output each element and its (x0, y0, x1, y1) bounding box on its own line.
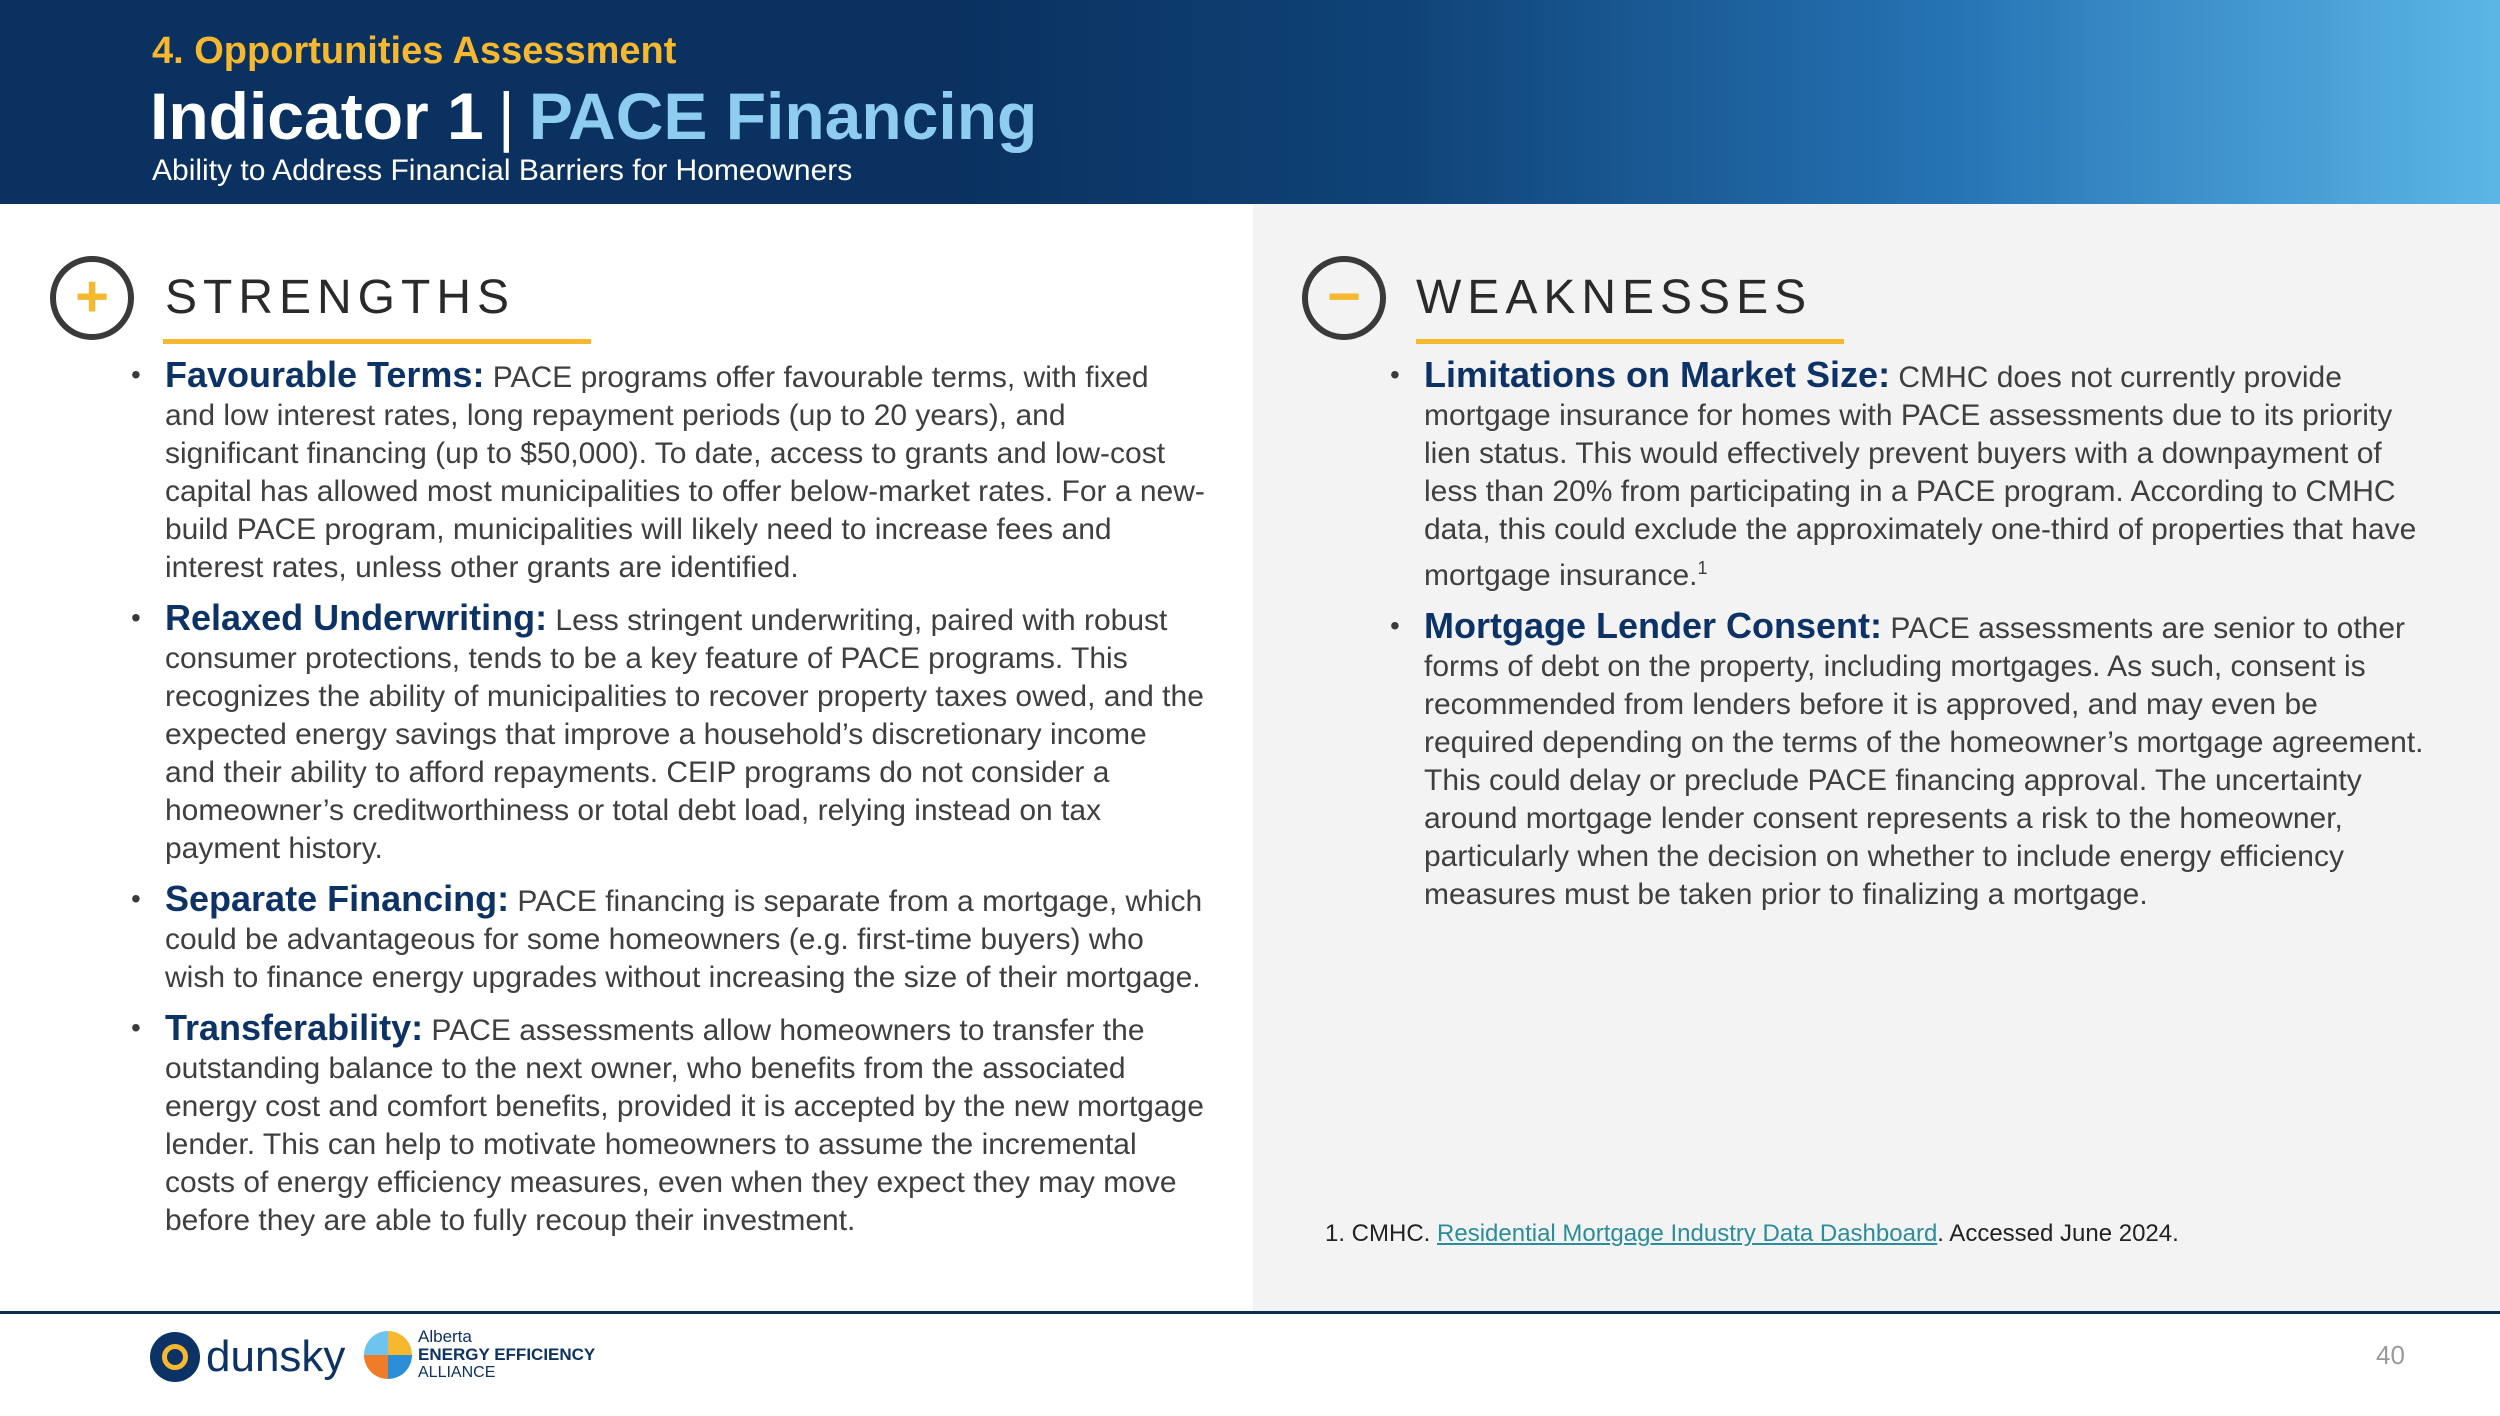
aeea-flower-icon (364, 1331, 412, 1379)
section-label: 4. Opportunities Assessment (152, 30, 677, 72)
title-separator: | (497, 79, 515, 153)
list-item: • Favourable Terms: PACE programs offer favourable terms, with fixed and low interest rates, long repayment periods (up to 20 years), and significant financing (up to $50,000). To date, access to grants and low-cost capital has allowed most municipalities to offer below-market rates. For a new-build PACE program, municipalities will likely need to increase fees and interest rates, unless other grants are identified. (165, 356, 1205, 587)
strengths-list (165, 356, 1205, 1252)
weaknesses-heading: WEAKNESSES (1416, 271, 1813, 324)
list-item: • Mortgage Lender Consent: PACE assessments are senior to other forms of debt on the property, including mortgages. As such, consent is recommended from lenders before it is approved, and may even be required depending on the terms of the homeowner’s mortgage agreement. This could delay or preclude PACE financing approval. The uncertainty around mortgage lender consent represents a risk to the homeowner, particularly when the decision on whether to include energy efficiency measures must be taken prior to finalizing a mortgage. (1424, 607, 2424, 914)
header-banner (0, 0, 2500, 204)
title-main: Indicator 1 (150, 79, 484, 153)
title-accent: PACE Financing (528, 79, 1038, 153)
list-item: • Relaxed Underwriting: Less stringent underwriting, paired with robust consumer protections, tends to be a key feature of PACE programs. This recognizes the ability of municipalities to recover property taxes owed, and the expected energy savings that improve a household’s discretionary income and their ability to afford repayments. CEIP programs do not consider a homeowner’s creditworthiness or total debt load, relying instead on tax payment history. (165, 599, 1205, 868)
footnote-link[interactable]: Residential Mortgage Industry Data Dashboard (1437, 1220, 1938, 1247)
strengths-underline (163, 339, 591, 344)
weaknesses-underline (1416, 339, 1844, 344)
list-item: • Transferability: PACE assessments allow homeowners to transfer the outstanding balance to the next owner, who benefits from the associated energy cost and comfort benefits, provided it is accepted by the new mortgage lender. This can help to motivate homeowners to assume the incremental costs of energy efficiency measures, even when they expect they may move before they are able to fully recoup their investment. (165, 1009, 1205, 1240)
page-number: 40 (2376, 1340, 2405, 1370)
footer-divider (0, 1311, 2500, 1314)
footnote: 1. CMHC. Residential Mortgage Industry Data Dashboard. Accessed June 2024. (1325, 1220, 2179, 1247)
dunsky-mark-icon (150, 1332, 200, 1382)
plus-icon: + (50, 256, 134, 340)
aeea-logo: Alberta ENERGY EFFICIENCY ALLIANCE (364, 1328, 595, 1382)
dunsky-logo: dunsky (150, 1330, 345, 1384)
minus-icon: − (1302, 256, 1386, 340)
weaknesses-list (1424, 356, 2424, 926)
list-item: • Limitations on Market Size: CMHC does not currently provide mortgage insurance for homes with PACE assessments due to its priority lien status. This would effectively prevent buyers with a downpayment of less than 20% from participating in a PACE program. According to CMHC data, this could exclude the approximately one-third of properties that have mortgage insurance.$^1$ (1424, 356, 2424, 595)
page-subtitle: Ability to Address Financial Barriers for Homeowners (152, 154, 853, 187)
list-item: • Separate Financing: PACE financing is separate from a mortgage, which could be advantageous for some homeowners (e.g. first-time buyers) who wish to finance energy upgrades without increasing the size of their mortgage. (165, 880, 1205, 997)
page-title (150, 78, 1037, 154)
strengths-heading: STRENGTHS (165, 271, 516, 324)
